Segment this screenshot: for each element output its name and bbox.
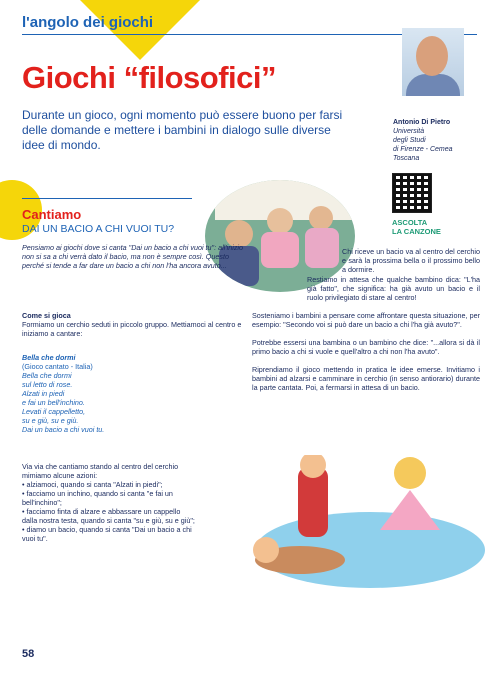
actions-intro: Via via che cantiamo stando al centro del cerchio mimiamo alcune azioni: [22, 462, 179, 480]
list-item: • alziamoci, quando si canta "Alzati in piedi"; [22, 480, 163, 489]
song-line: Levati il cappelletto, [22, 407, 86, 416]
dancing-child-dress [380, 490, 440, 530]
child-head [267, 208, 293, 234]
list-item: • diamo un bacio, quando si canta "Dai un bacio a chi vuoi tu". [22, 525, 192, 543]
song-line: Dai un bacio a chi vuoi tu. [22, 425, 105, 434]
list-item: • facciamo finta di alzare e abbassare un cappello dalla nostra testa, quando si canta "su e giù, su e giù"; [22, 507, 195, 525]
right-paragraph-3: Sosteniamo i bambini a pensare come affrontare questa situazione, per esempio: "Secondo voi si può dare un bacio a chi l'ha già avuto?". [252, 311, 480, 329]
sleeping-child-head [253, 537, 279, 563]
song-title: Bella che dormi [22, 353, 76, 362]
author-photo-face [416, 36, 448, 76]
page-title: Giochi “filosofici” [22, 60, 277, 95]
child-head [309, 206, 333, 230]
author-affiliation-2: degli Studi [393, 137, 426, 144]
song-line: e fai un bell'inchino. [22, 398, 85, 407]
song-lyrics [22, 353, 172, 434]
how-to-play-heading: Come si gioca [22, 311, 71, 320]
author-photo [402, 28, 464, 96]
author-photo-shirt [406, 74, 460, 96]
listen-song-link[interactable] [392, 218, 441, 236]
actions-list [22, 462, 197, 543]
lead-paragraph: Durante un gioco, ogni momento può essere buono per farsi delle domande e mettere i bambini in dialogo sulle diverse idee di mondo. [22, 108, 343, 152]
right-paragraph-4: Potrebbe essersi una bambina o un bambino che dice: "...allora si dà il primo bacio a chi si vuole e quell'altro a chi non l'ha avuto". [252, 338, 480, 356]
dancing-children-illustration [230, 455, 490, 595]
song-source: (Gioco cantato - Italia) [22, 362, 93, 371]
author-credit [393, 118, 483, 163]
author-affiliation-4: Toscana [393, 155, 420, 162]
list-item: • facciamo un inchino, quando si canta "e fai un bell'inchino"; [22, 489, 173, 507]
author-name: Antonio Di Pietro [393, 119, 451, 126]
right-paragraph-5: Riprendiamo il gioco mettendo in pratica le idee emerse. Invitiamo i bambini ad alzarsi e camminare in cerchio (in senso antiorario) durante la parte cantata. Poi, a fermarsi in attesa di un bacio. [252, 365, 480, 392]
listen-label-1: ASCOLTA [392, 218, 428, 227]
song-line: Bella che dormi [22, 371, 72, 380]
author-affiliation-1: Università [393, 128, 425, 135]
section-heading: Cantiamo [22, 207, 82, 222]
right-paragraph-2: Restiamo in attesa che qualche bambino dica: "L'ha già fatto", che significa: ha già avuto un bacio e il ruolo privilegiato di stare al centro! [307, 275, 480, 302]
intro-paragraph: Pensiamo ai giochi dove si canta "Dai un bacio a chi vuoi tu": all'inizio non si sa a chi verrà dato il bacio, ma non è sempre così. Questo perché si tende a far dare un bacio a chi non l'ha ancora avuto... [22, 243, 244, 270]
section-subheading: DAI UN BACIO A CHI VUOI TU? [22, 223, 175, 235]
how-to-play-text: Formiamo un cerchio seduti in piccolo gruppo. Mettiamoci al centro e iniziamo a cantare: [22, 320, 242, 338]
song-line: Alzati in piedi [22, 389, 65, 398]
song-line: sul letto di rose. [22, 380, 73, 389]
section-rule [22, 198, 192, 199]
author-affiliation-3: di Firenze - Cemea [393, 146, 453, 153]
qr-code-icon[interactable] [392, 173, 432, 213]
right-paragraph-1: Chi riceve un bacio va al centro del cerchio e sarà la prossima bella o il prossimo bello a dormire. [342, 247, 480, 274]
dancing-child-head [394, 457, 426, 489]
page-number: 58 [22, 648, 35, 660]
listen-label-2: LA CANZONE [392, 227, 441, 236]
section-tag: l'angolo dei giochi [22, 14, 154, 31]
song-line: su e giù, su e giù. [22, 416, 79, 425]
